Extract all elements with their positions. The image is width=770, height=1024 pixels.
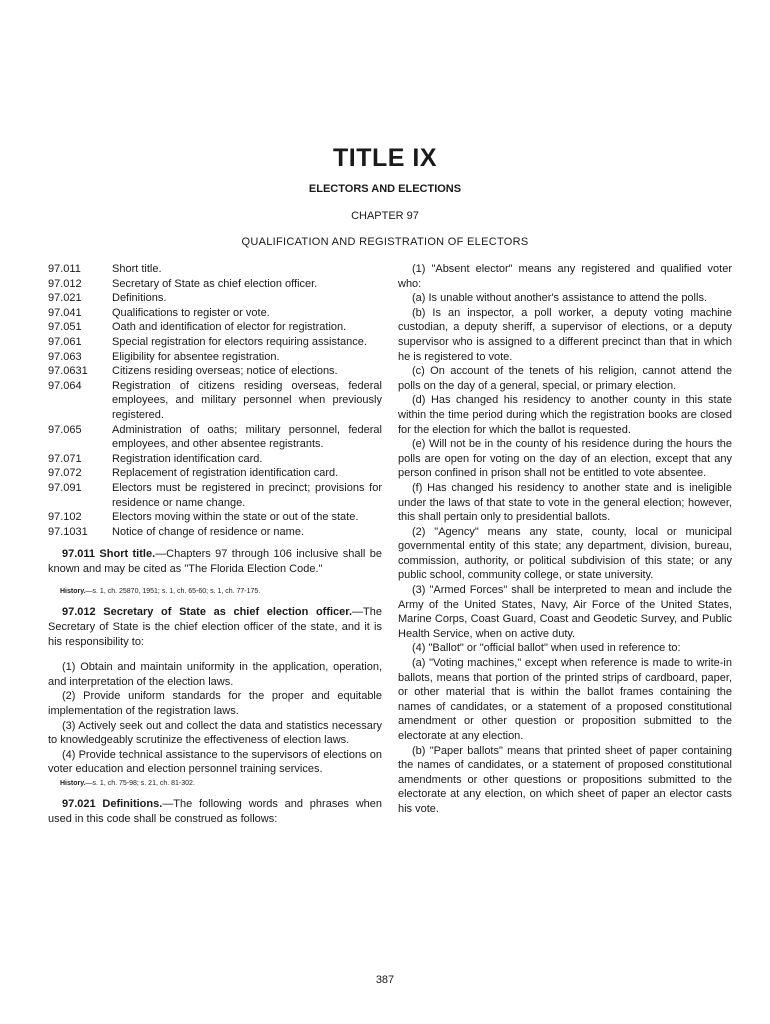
toc-number: 97.091 <box>48 481 82 494</box>
toc-row <box>48 306 382 321</box>
definition-paragraph: (1) "Absent elector" means any registered and qualified voter who: <box>398 263 732 290</box>
definition-paragraph: (b) Is an inspector, a poll worker, a deputy voting machine custodian, a deputy sheriff, a supervisor of elections, or a deputy supervisor who is assigned to a different precinct than that in which he is registered to vote. <box>398 306 732 363</box>
toc-row <box>48 510 382 525</box>
chapter-number: CHAPTER 97 <box>351 210 419 222</box>
toc-row <box>48 364 382 379</box>
definition-paragraph: (3) "Armed Forces" shall be interpreted to mean and include the Army of the United States, Navy, Air Force of the United States, Marine Corps, Coast Guard, Coast and Geodetic Survey, and Public Health Service, when on active duty. <box>398 584 732 640</box>
toc-row <box>48 277 382 292</box>
right-column <box>398 262 732 817</box>
toc-number: 97.041 <box>48 306 82 319</box>
history-note <box>60 779 382 789</box>
title-heading: TITLE IX <box>333 144 437 172</box>
toc-row <box>48 320 382 335</box>
toc-title: Qualifications to register or vote. <box>112 306 270 319</box>
section-item: (2) Provide uniform standards for the proper and equitable implementation of the registration laws. <box>48 690 382 718</box>
toc-number: 97.021 <box>48 292 82 305</box>
toc-row <box>48 291 382 306</box>
toc-number: 97.072 <box>48 467 82 480</box>
definition-paragraph: (e) Will not be in the county of his residence during the hours the polls are open for voting on the day of an election, except that any person confined in prison shall not be entitled to vote absentee. <box>398 438 732 480</box>
section-heading: 97.021 Definitions. <box>62 798 163 810</box>
toc-number: 97.063 <box>48 350 82 363</box>
section-heading: 97.012 Secretary of State as chief election officer. <box>62 606 353 619</box>
section-97-011 <box>48 547 382 576</box>
history-text: —s. 1, ch. 25870, 1951; s. 1, ch. 65-60; s. 1, ch. 77-175. <box>85 588 261 596</box>
toc-number: 97.012 <box>48 277 82 290</box>
history-text: —s. 1, ch. 75-98; s. 21, ch. 81-302. <box>85 780 195 787</box>
toc-number: 97.1031 <box>48 525 88 538</box>
section-heading: 97.011 Short title. <box>62 548 156 561</box>
history-label: History. <box>60 780 86 787</box>
toc-title: Registration of citizens residing overseas, federal employees, and military personnel when previously registered. <box>112 379 382 421</box>
definition-paragraph: (c) On account of the tenets of his religion, cannot attend the polls on the day of a general, special, or primary election. <box>398 365 732 392</box>
toc-title: Short title. <box>112 263 162 275</box>
section-97-012 <box>48 605 382 649</box>
toc-title: Secretary of State as chief election officer. <box>112 277 318 290</box>
toc-title: Oath and identification of elector for registration. <box>112 321 347 334</box>
table-of-contents <box>48 262 382 539</box>
toc-number: 97.0631 <box>48 365 88 378</box>
definition-paragraph: (d) Has changed his residency to another county in this state within the time period during which the registration books are closed for the election for which the ballot is requested. <box>398 394 732 436</box>
toc-title: Administration of oaths; military personnel, federal employees, and other absentee registrants. <box>112 423 382 451</box>
toc-row <box>48 335 382 350</box>
toc-title: Eligibility for absentee registration. <box>112 350 280 363</box>
toc-number: 97.065 <box>48 423 82 436</box>
chapter-name: QUALIFICATION AND REGISTRATION OF ELECTORS <box>241 236 529 248</box>
definition-paragraph: (a) "Voting machines," except when reference is made to write-in ballots, means that portion of the printed strips of cardboard, paper, or other material that is within the ballot frames containing the names of candidates, or a statement of a proposed constitutional amendment or other question or proposition submitted to the electorate at any election. <box>398 657 732 742</box>
history-label: History. <box>60 588 86 596</box>
toc-number: 97.102 <box>48 511 82 524</box>
toc-number: 97.071 <box>48 452 82 465</box>
definition-paragraph: (2) "Agency" means any state, county, local or municipal governmental entity of this state; any department, division, bureau, commission, authority, or political subdivision of this state; or any public school, community college, or state university. <box>398 525 732 582</box>
toc-row <box>48 262 382 277</box>
section-body: —The following words and phrases when used in this code shall be construed as follows: <box>48 798 382 825</box>
title-subheading: ELECTORS AND ELECTIONS <box>308 183 462 195</box>
toc-title: Notice of change of residence or name. <box>112 525 305 538</box>
definition-paragraph: (a) Is unable without another's assistance to attend the polls. <box>412 292 707 305</box>
toc-row <box>48 423 382 452</box>
toc-title: Replacement of registration identification card. <box>112 467 339 480</box>
toc-number: 97.061 <box>48 335 82 348</box>
toc-row <box>48 379 382 423</box>
toc-number: 97.064 <box>48 379 82 392</box>
toc-row <box>48 452 382 467</box>
section-body: —The Secretary of State is the chief election officer of the state, and it is his responsibility to: <box>48 606 382 648</box>
page-number: 387 <box>375 974 395 986</box>
toc-title: Registration identification card. <box>112 452 263 465</box>
left-column <box>48 262 382 837</box>
history-note <box>60 587 382 597</box>
definition-paragraph: (b) "Paper ballots" means that printed sheet of paper containing the names of candidates, or a statement of proposed constitutional amendments or other questions or propositions submitted to the electorate at any election, on which sheet of paper an elector casts his vote. <box>398 744 732 815</box>
toc-number: 97.011 <box>48 263 81 275</box>
toc-row <box>48 481 382 510</box>
toc-title: Electors moving within the state or out of the state. <box>112 511 359 524</box>
section-body: —Chapters 97 through 106 inclusive shall be known and may be cited as "The Florida Election Code." <box>48 548 382 575</box>
section-item: (4) Provide technical assistance to the supervisors of elections on voter education and election personnel training services. <box>48 748 382 776</box>
section-item: (3) Actively seek out and collect the data and statistics necessary to knowledgeably scrutinize the effectiveness of election laws. <box>48 719 382 747</box>
section-item: (1) Obtain and maintain uniformity in the application, operation, and interpretation of the election laws. <box>48 661 382 688</box>
toc-title: Definitions. <box>112 292 167 305</box>
toc-title: Electors must be registered in precinct; provisions for residence or name change. <box>112 481 382 509</box>
toc-row <box>48 466 382 481</box>
definition-paragraph: (4) "Ballot" or "official ballot" when used in reference to: <box>412 642 681 655</box>
definition-paragraph: (f) Has changed his residency to another state and is ineligible under the laws of that state to vote in the general election; however, this shall pertain only to presidential ballots. <box>398 481 732 524</box>
toc-number: 97.051 <box>48 321 82 334</box>
toc-title: Special registration for electors requiring assistance. <box>112 335 367 348</box>
toc-title: Citizens residing overseas; notice of elections. <box>112 365 338 378</box>
toc-row <box>48 350 382 365</box>
toc-row <box>48 525 382 540</box>
section-97-021 <box>48 797 382 826</box>
